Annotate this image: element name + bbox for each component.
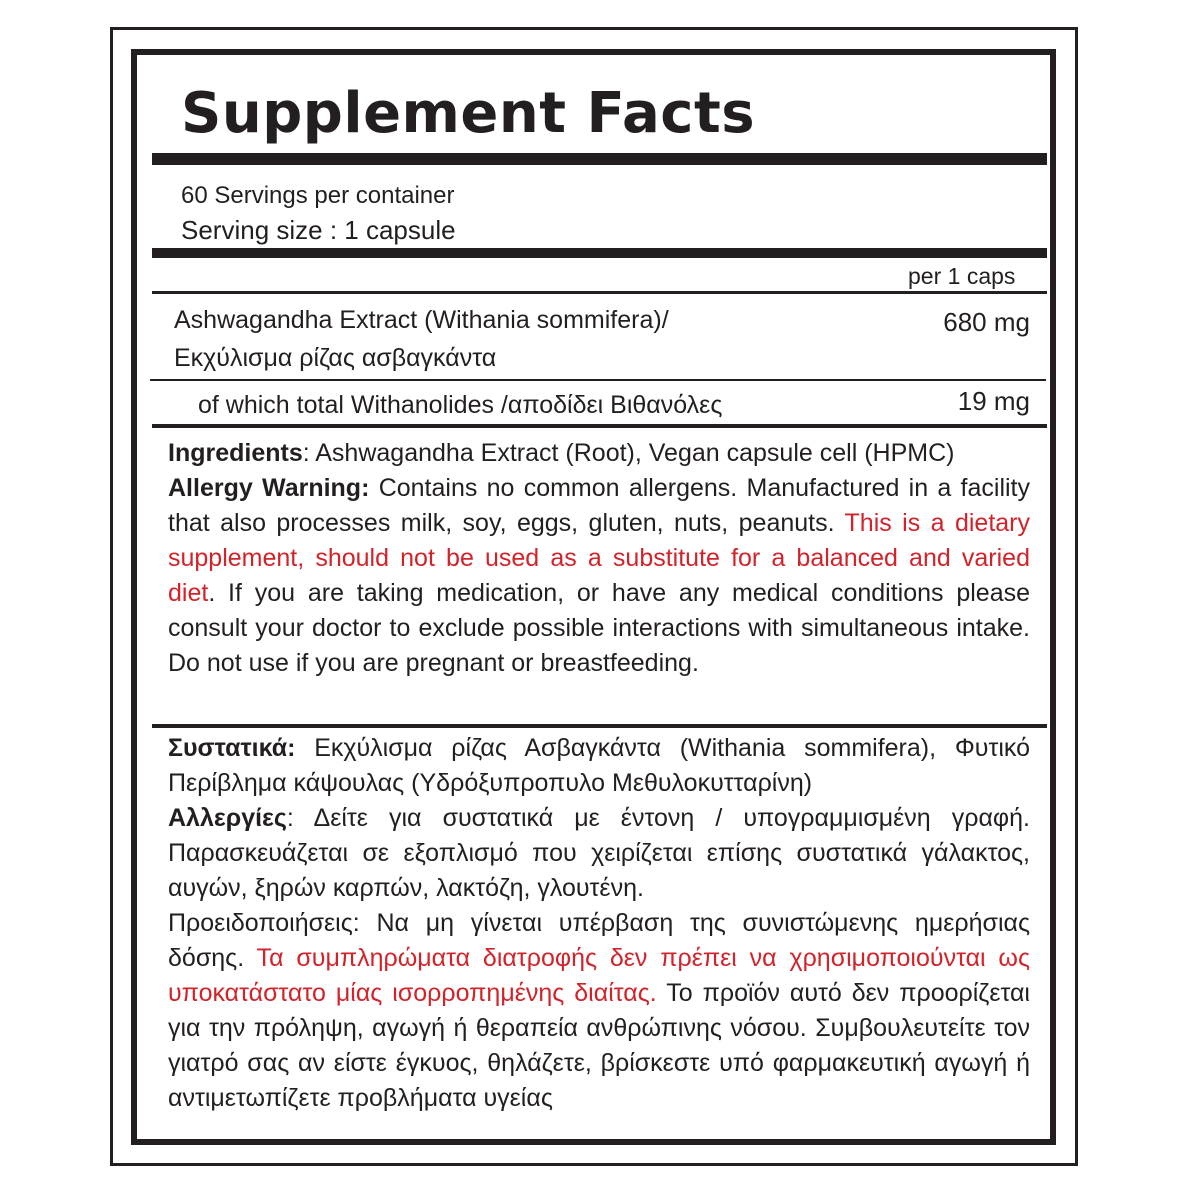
allergy-warning-text: Contains no common allergens. Manufactured in a facility that also processes milk, soy, eggs, gluten, nuts, peanuts. bbox=[168, 474, 1030, 537]
servings-per-container: 60 Servings per container bbox=[181, 182, 455, 209]
dietary-warning: This is a dietary supplement, should not be used as a substitute for a balanced and varied diet bbox=[168, 509, 1031, 607]
title-rule bbox=[152, 153, 1047, 165]
nutrient-name-greek: Εκχύλισμα ρίζας ασβαγκάντα bbox=[174, 344, 497, 372]
greek-allergy-label: Αλλεργίες bbox=[168, 804, 287, 832]
per-serving-header: per 1 caps bbox=[908, 263, 1016, 289]
medical-warning-text: . If you are taking medication, or have any medical conditions please consult your doctor to exclude possible interactions with simultaneous intake. Do not use if you are pregnant or breastfeeding. bbox=[168, 579, 1030, 677]
row-divider bbox=[150, 379, 1046, 381]
nutrient-amount: 680 mg bbox=[943, 307, 1030, 337]
greek-ingredients-block bbox=[168, 731, 1030, 1116]
greek-medical-warning: Το προϊόν αυτό δεν προορίζεται για την πρόληψη, αγωγή ή θεραπεία ανθρώπινης νόσου. Συμβουλευτείτε τον γιατρό σας αν είστε έγκυος, θηλάζετε, βρίσκεστε υπό φαρμακευτική αγωγή ή αντιμετωπίζετε προβλήματα υγείας bbox=[168, 979, 1030, 1112]
ingredients-label: Ingredients bbox=[168, 439, 303, 467]
label-title: Supplement Facts bbox=[181, 81, 756, 146]
nutrient-name: Ashwagandha Extract (Withania sommifera)/ bbox=[174, 306, 669, 334]
greek-warnings-text: Προειδοποιήσεις: Να μη γίνεται υπέρβαση της συνιστώμενης ημερήσιας δόσης. bbox=[168, 909, 1030, 972]
ingredients-text: : Ashwagandha Extract (Root), Vegan capsule cell (HPMC) bbox=[302, 439, 955, 467]
nutrient-amount: 19 mg bbox=[957, 386, 1030, 416]
greek-ingredients-text: Εκχύλισμα ρίζας Ασβαγκάντα (Withania sommifera), Φυτικό Περίβλημα κάψουλας (Υδρόξυπροπυλο Μεθυλοκυτταρίνη) bbox=[168, 734, 1030, 797]
nutrient-name: of which total Withanolides /αποδίδει Βιθανόλες bbox=[198, 391, 723, 419]
english-ingredients-block bbox=[168, 436, 1030, 681]
allergy-warning-label: Allergy Warning: bbox=[168, 474, 370, 502]
greek-ingredients-label: Συστατικά: bbox=[168, 734, 296, 762]
facts-rule bbox=[152, 424, 1047, 428]
serving-size: Serving size : 1 capsule bbox=[181, 215, 456, 245]
greek-dietary-warning: Τα συμπληρώματα διατροφής δεν πρέπει να χρησιμοποιούνται ως υποκατάστατο μίας ισορροπημένης διαίτας. bbox=[168, 944, 1030, 1007]
header-rule bbox=[152, 291, 1047, 294]
serving-rule bbox=[152, 248, 1047, 258]
greek-allergy-text: : Δείτε για συστατικά με έντονη / υπογραμμισμένη γραφή. Παρασκευάζεται σε εξοπλισμό που χειρίζεται επίσης συστατικά γάλακτος, αυγών, ξηρών καρπών, λακτόζη, γλουτένη. bbox=[168, 804, 1030, 902]
language-rule bbox=[152, 724, 1047, 728]
